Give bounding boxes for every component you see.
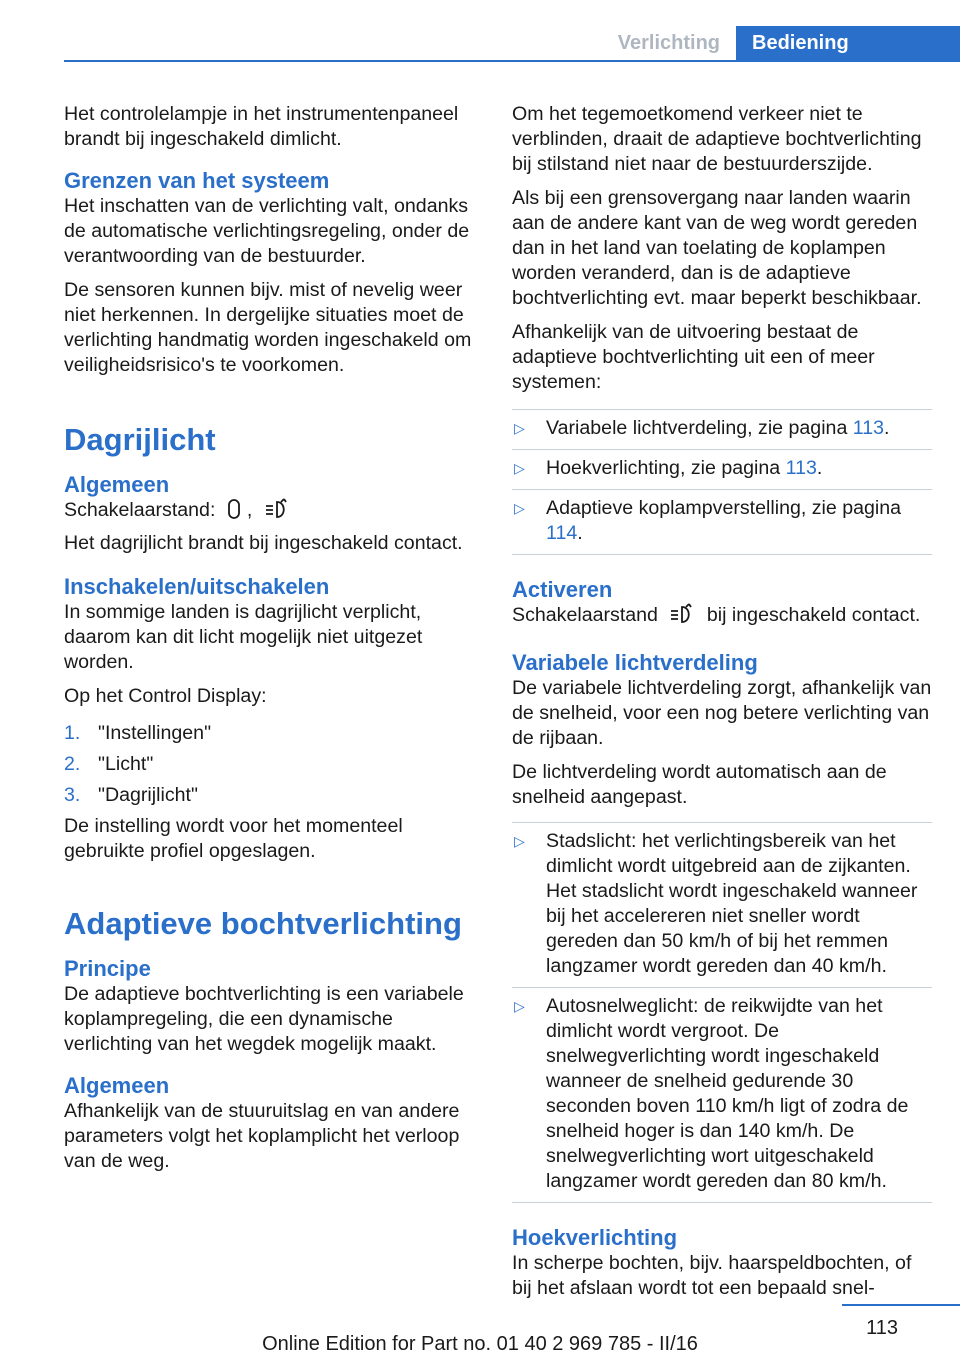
page-link[interactable]: 114 (546, 522, 578, 544)
dagrijlicht-contact-text: Het dagrijlicht brandt bij ingeschakeld contact. (64, 532, 463, 554)
page-link[interactable]: 113 (785, 457, 817, 479)
step-number: 3. (64, 784, 81, 806)
header-section-label: Verlichting (617, 32, 720, 54)
automatic-headlight-icon (264, 498, 290, 527)
systemen-text: Afhankelijk van de uitvoering bestaat de adaptieve bochtverlichting uit een of meer systemen: (512, 321, 875, 393)
page-number: 113 (866, 1317, 898, 1339)
step-number: 1. (64, 722, 81, 744)
list-item (64, 783, 482, 808)
step-text: "Licht" (98, 753, 154, 775)
system-end: . (884, 417, 890, 439)
dagrijlicht-heading: Dagrijlicht (64, 422, 216, 457)
grensovergang-text: Als bij een grensovergang naar landen waarin aan de andere kant van de weg wordt gereden dan in het land van toelating de koplampen worden veranderd, dan is de adaptieve bochtverlichting evt. maar beperkt beschikbaar. (512, 187, 922, 309)
inschakelen-text-1: In sommige landen is dagrijlicht verplicht, daarom kan dit licht mogelijk niet uitgezet worden. (64, 601, 423, 673)
header-rule (64, 60, 960, 62)
switch-position-icon (227, 498, 241, 527)
list-item (512, 449, 932, 489)
algemeen2-text: Afhankelijk van de stuuruitslag en van andere parameters volgt het koplamplicht het verloop van de weg. (64, 1100, 460, 1172)
triangle-bullet-icon: ▷ (514, 460, 525, 476)
inschakelen-heading: Inschakelen/uitschakelen (64, 574, 330, 599)
hoek-heading: Hoekverlichting (512, 1225, 678, 1250)
inschakelen-text-2: Op het Control Display: (64, 685, 267, 707)
variabele-text-1: De variabele lichtverdeling zorgt, afhankelijk van de snelheid, voor een nog betere verlichting van de rijbaan. (512, 677, 932, 749)
system-end: . (816, 457, 823, 479)
principe-text: De adaptieve bochtverlichting is een variabele koplampregeling, die een dynamische verlichting van het wegdek mogelijk maakt. (64, 983, 464, 1055)
footer-rule (842, 1304, 960, 1306)
instelling-text: De instelling wordt voor het momenteel gebruikte profiel opgeslagen. (64, 815, 403, 862)
triangle-bullet-icon: ▷ (514, 500, 525, 516)
list-item (512, 409, 932, 449)
system-text: Adaptieve koplampverstelling, zie pagina (546, 497, 902, 519)
adaptieve-heading: Adaptieve bochtverlichting (64, 906, 462, 941)
system-text: Variabele lichtverdeling, zie pagina (546, 417, 853, 439)
verkeer-text: Om het tegemoetkomend verkeer niet te verblinden, draait de adaptieve bochtverlichting bij stilstand niet naar de bestuurderszijde. (512, 103, 922, 175)
list-item (512, 489, 932, 555)
header-chapter-tab: Bediening (736, 26, 960, 60)
intro-text: Het controlelampje in het instrumentenpaneel brandt bij ingeschakeld dimlicht. (64, 103, 459, 150)
variabele-heading: Variabele lichtverdeling (512, 650, 758, 675)
grenzen-text-1: Het inschatten van de verlichting valt, ondanks de automatische verlichtingsregeling, onder de verantwoording van de bestuurder. (64, 195, 470, 267)
mode-text: Autosnelweglicht: de reikwijdte van het dimlicht wordt vergroot. De snelwegverlichting wordt ingeschakeld wanneer de snelheid gedurende 30 seconden boven 110 km/h ligt of zodra de snelheid hoger is dan 140 km/h. De snelwegverlichting wort uitgeschakeld langzamer wordt gereden dan 80 km/h. (546, 995, 909, 1192)
triangle-bullet-icon: ▷ (514, 833, 525, 849)
algemeen-heading: Algemeen (64, 472, 170, 497)
left-column (64, 102, 482, 1183)
triangle-bullet-icon: ▷ (514, 420, 525, 436)
modes-list (512, 822, 932, 1203)
algemeen2-heading: Algemeen (64, 1073, 170, 1098)
grenzen-heading: Grenzen van het systeem (64, 168, 330, 193)
list-item (512, 822, 932, 987)
system-end: . (577, 522, 583, 544)
list-item (64, 752, 482, 777)
activeren-heading: Activeren (512, 577, 613, 602)
list-item (512, 987, 932, 1203)
hoek-text: In scherpe bochten, bijv. haarspeldbochten, of bij het afslaan wordt tot een bepaald snel- (512, 1252, 912, 1299)
right-column (512, 102, 932, 1310)
step-text: "Dagrijlicht" (98, 784, 198, 806)
schakelaarstand-label: Schakelaarstand: (64, 499, 216, 521)
step-number: 2. (64, 753, 81, 775)
activeren-line (512, 603, 932, 632)
activeren-pre: Schakelaarstand (512, 604, 658, 626)
mode-text: Stadslicht: het verlichtingsbereik van het dimlicht wordt uitgebreid aan de zijkanten. Het stadslicht wordt ingeschakeld wanneer bij het accelereren niet sneller wordt gereden dan 50 km/h of bij het remmen langzamer wordt gereden dan 40 km/h. (546, 830, 918, 977)
grenzen-text-2: De sensoren kunnen bijv. mist of nevelig weer niet herkennen. In dergelijke situaties moet de verlichting handmatig worden ingeschakeld om veiligheidsrisico's te voorkomen. (64, 279, 472, 376)
triangle-bullet-icon: ▷ (514, 998, 525, 1014)
activeren-post: bij ingeschakeld contact. (706, 604, 921, 626)
schakelaarstand-line (64, 498, 482, 527)
steps-list (64, 721, 482, 808)
systems-list (512, 409, 932, 555)
list-item (64, 721, 482, 746)
principe-heading: Principe (64, 956, 151, 981)
automatic-headlight-icon (669, 603, 695, 632)
edition-text: Online Edition for Part no. 01 40 2 969 785 - II/16 (262, 1333, 698, 1355)
schakelaarstand-sep: , (246, 499, 253, 521)
page-link[interactable]: 113 (852, 417, 885, 439)
system-text: Hoekverlichting, zie pagina (546, 457, 786, 479)
step-text: "Instellingen" (98, 722, 212, 744)
variabele-text-2: De lichtverdeling wordt automatisch aan de snelheid aangepast. (512, 761, 887, 808)
